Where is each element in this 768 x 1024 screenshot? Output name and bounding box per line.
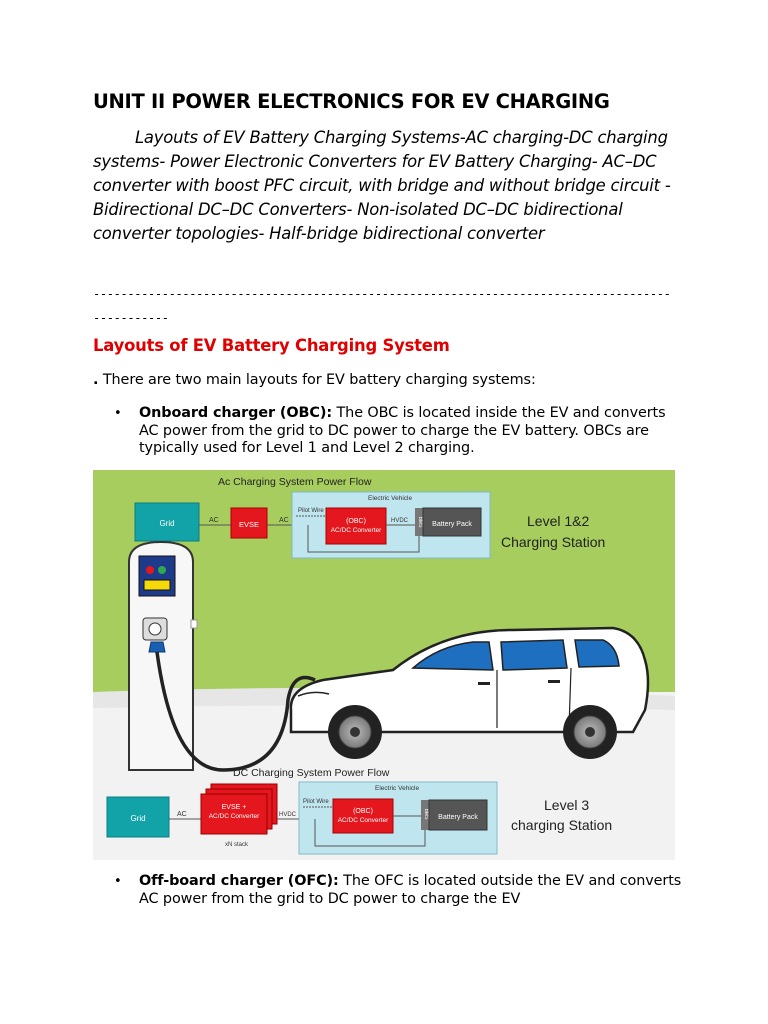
dc-ev-label: Electric Vehicle xyxy=(375,785,420,792)
separator-text: ----------------------------------------------------------------------------------------------- xyxy=(93,287,671,325)
level3-label-line1: Level 3 xyxy=(544,797,590,813)
dc-obc-label: (OBC) xyxy=(353,808,373,815)
separator-line xyxy=(93,282,673,330)
bullet-term: Off-board charger (OFC): xyxy=(139,873,339,889)
syllabus-paragraph: Layouts of EV Battery Charging Systems-AC charging-DC charging systems- Power Electronic Converters for EV Battery Charging- AC–DC converter with boost PFC circuit, with bridge and without bridge circuit - Bidirectional DC–DC Converters- Non-isolated DC–DC bidirectional converter topologies- Half-bridge bidirectional converter xyxy=(93,128,671,243)
bullet-text: The OBC is located inside the EV and converts AC power from the grid to DC power to charge the EV battery. OBCs are typically used for Level 1 and Level 2 charging. xyxy=(139,405,666,456)
dc-battery-label: Battery Pack xyxy=(438,814,478,821)
intro-paragraph xyxy=(93,372,536,388)
ac-obc-converter: AC/DC Converter xyxy=(330,527,382,534)
intro-dot: . xyxy=(93,372,99,388)
bullet-offboard-charger xyxy=(114,873,684,908)
dc-ac-label: AC xyxy=(177,811,187,818)
ac-evse-label: EVSE xyxy=(238,520,260,529)
ac-obc-box xyxy=(326,508,386,544)
intro-text: There are two main layouts for EV battery charging systems: xyxy=(98,372,536,388)
dc-evse-label: EVSE + xyxy=(221,804,247,811)
dc-pilot-label: Pilot Wire xyxy=(303,799,329,805)
ac-battery-label: Battery Pack xyxy=(432,521,472,528)
bullet-onboard-charger xyxy=(114,405,684,458)
dc-obc-converter: AC/DC Converter xyxy=(337,817,389,824)
dc-grid-label: Grid xyxy=(130,814,146,823)
dc-hvdc-label: HVDC xyxy=(279,812,297,818)
ac-label-2: AC xyxy=(279,517,289,524)
ac-pilot-label: Pilot Wire xyxy=(298,508,324,514)
level12-label-line1: Level 1&2 xyxy=(527,513,590,529)
dc-flow-title: DC Charging System Power Flow xyxy=(233,767,390,779)
dc-evse-converter: AC/DC Converter xyxy=(208,813,260,820)
ac-flow-title: Ac Charging System Power Flow xyxy=(218,476,372,488)
section-heading: Layouts of EV Battery Charging System xyxy=(93,336,450,355)
ac-ev-label: Electric Vehicle xyxy=(368,495,413,502)
bullet-text: The OFC is located outside the EV and converts AC power from the grid to DC power to charge the EV xyxy=(139,873,682,907)
charging-station xyxy=(129,542,197,770)
level12-label-line2: Charging Station xyxy=(501,534,606,550)
ev-charging-figure xyxy=(93,470,675,860)
ac-grid-label: Grid xyxy=(159,519,175,528)
ac-obc-label: (OBC) xyxy=(346,518,366,525)
dc-stack-label: xN stack xyxy=(225,842,249,848)
page-title: UNIT II POWER ELECTRONICS FOR EV CHARGING xyxy=(93,90,610,113)
bullet-term: Onboard charger (OBC): xyxy=(139,405,333,421)
ac-bms-label: BMS xyxy=(417,516,423,528)
ac-label-1: AC xyxy=(209,517,219,524)
dc-obc-box xyxy=(333,799,393,833)
level3-label-line2: charging Station xyxy=(511,817,613,833)
ac-hvdc-label: HVDC xyxy=(391,518,409,524)
dc-bms-label: BMS xyxy=(423,808,429,820)
